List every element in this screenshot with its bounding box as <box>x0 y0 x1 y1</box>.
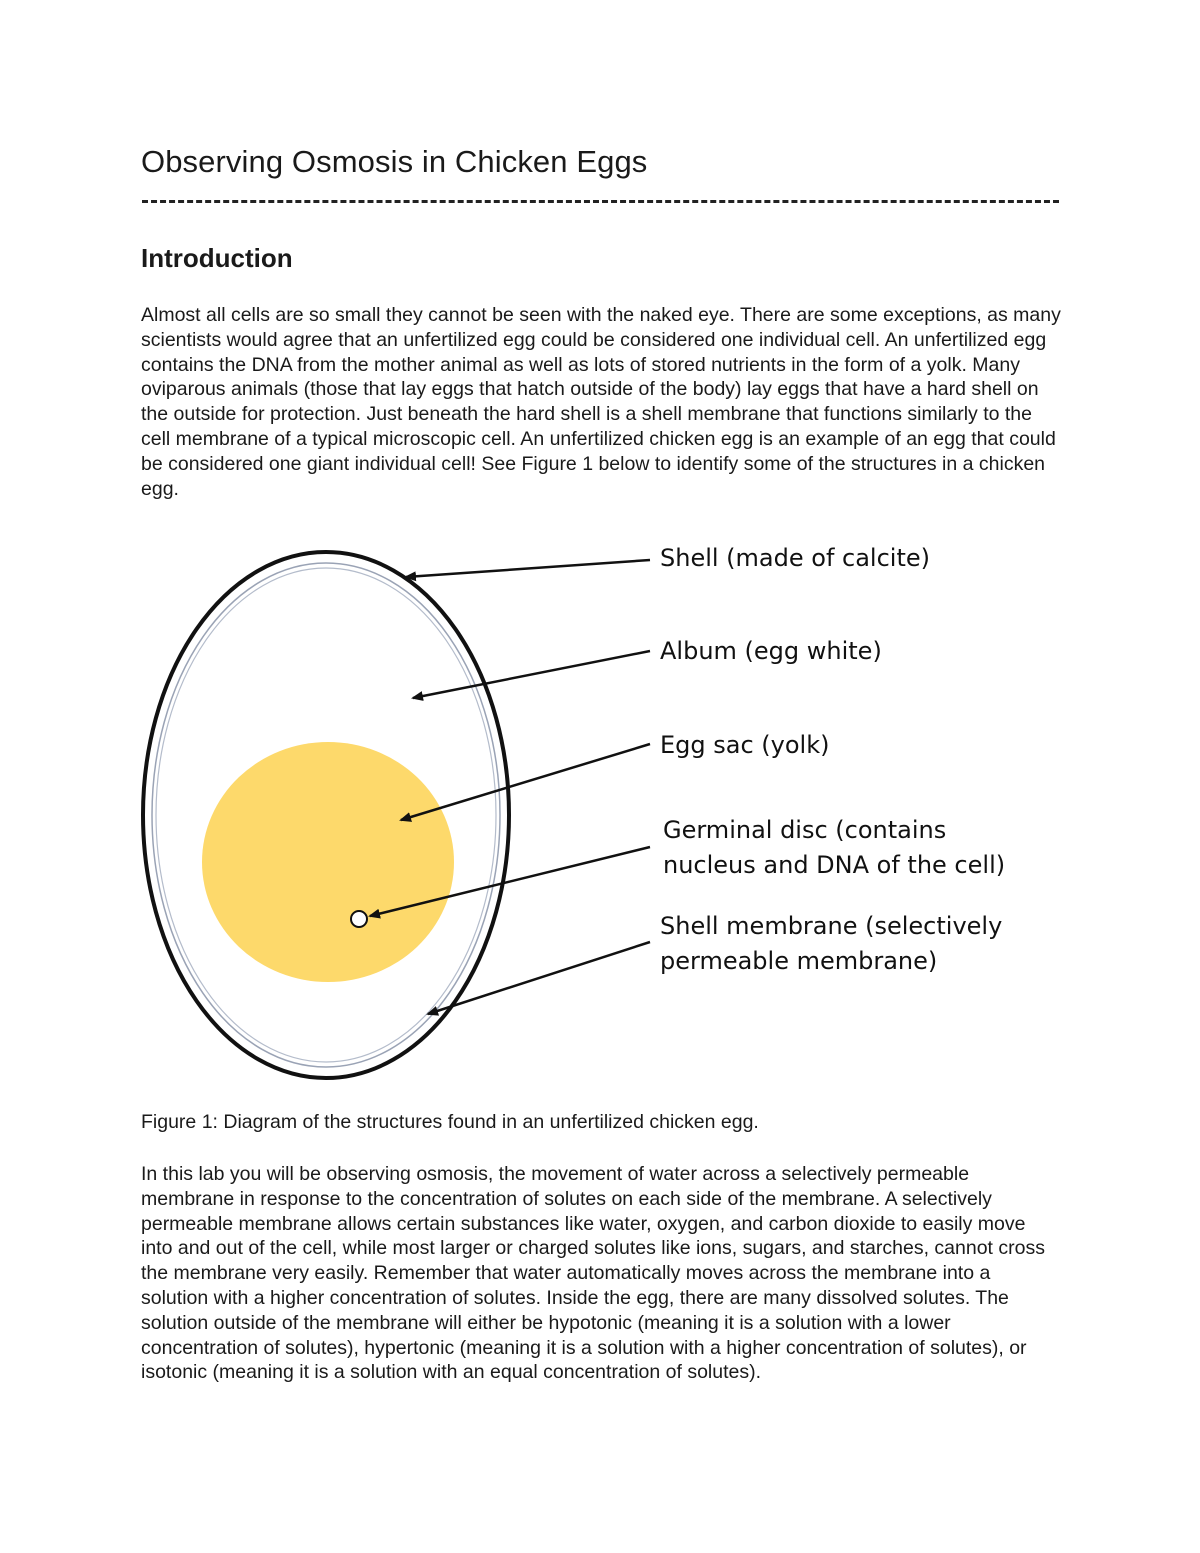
egg-diagram <box>130 540 1030 1090</box>
body-paragraph: In this lab you will be observing osmosis, the movement of water across a selectively permeable membrane in response to the concentration of solutes on each side of the membrane. A selectively permeable membrane allows certain substances like water, oxygen, and carbon dioxide to easily move into and out of the cell, while most larger or charged solutes like ions, sugars, and starches, cannot cross the membrane very easily. Remember that water automatically moves across the membrane into a solution with a higher concentration of solutes. Inside the egg, there are many dissolved solutes. The solution outside of the membrane will either be hypotonic (meaning it is a solution with a lower concentration of solutes), hypertonic (meaning it is a solution with a higher concentration of solutes), or isotonic (meaning it is a solution with an equal concentration of solutes). <box>141 1163 1045 1384</box>
document-title: Observing Osmosis in Chicken Eggs <box>141 144 648 179</box>
figure-caption: Figure 1: Diagram of the structures found in an unfertilized chicken egg. <box>141 1111 759 1133</box>
label-shell-membrane-line1: Shell membrane (selectively <box>660 912 1003 940</box>
pointer-shell <box>406 560 650 577</box>
germinal-disc <box>351 911 367 927</box>
label-album: Album (egg white) <box>660 637 882 665</box>
egg-diagram-svg <box>130 540 1030 1090</box>
section-heading-introduction: Introduction <box>141 243 293 273</box>
label-germinal-disc-line1: Germinal disc (contains <box>663 816 947 844</box>
yolk <box>202 742 454 982</box>
label-egg-sac: Egg sac (yolk) <box>660 731 830 759</box>
label-shell-membrane-line2: permeable membrane) <box>660 947 938 975</box>
label-germinal-disc-line2: nucleus and DNA of the cell) <box>663 851 1006 879</box>
title-divider <box>142 200 1059 203</box>
label-shell: Shell (made of calcite) <box>660 544 930 572</box>
intro-paragraph: Almost all cells are so small they cannot be seen with the naked eye. There are some exceptions, as many scientists would agree that an unfertilized egg could be considered one individual cell. An unfertilized egg contains the DNA from the mother animal as well as lots of stored nutrients in the form of a yolk. Many oviparous animals (those that lay eggs that hatch outside of the body) lay eggs that have a hard shell on the outside for protection. Just beneath the hard shell is a shell membrane that functions similarly to the cell membrane of a typical microscopic cell. An unfertilized chicken egg is an example of an egg that could be considered one giant individual cell! See Figure 1 below to identify some of the structures in a chicken egg. <box>141 304 1061 500</box>
